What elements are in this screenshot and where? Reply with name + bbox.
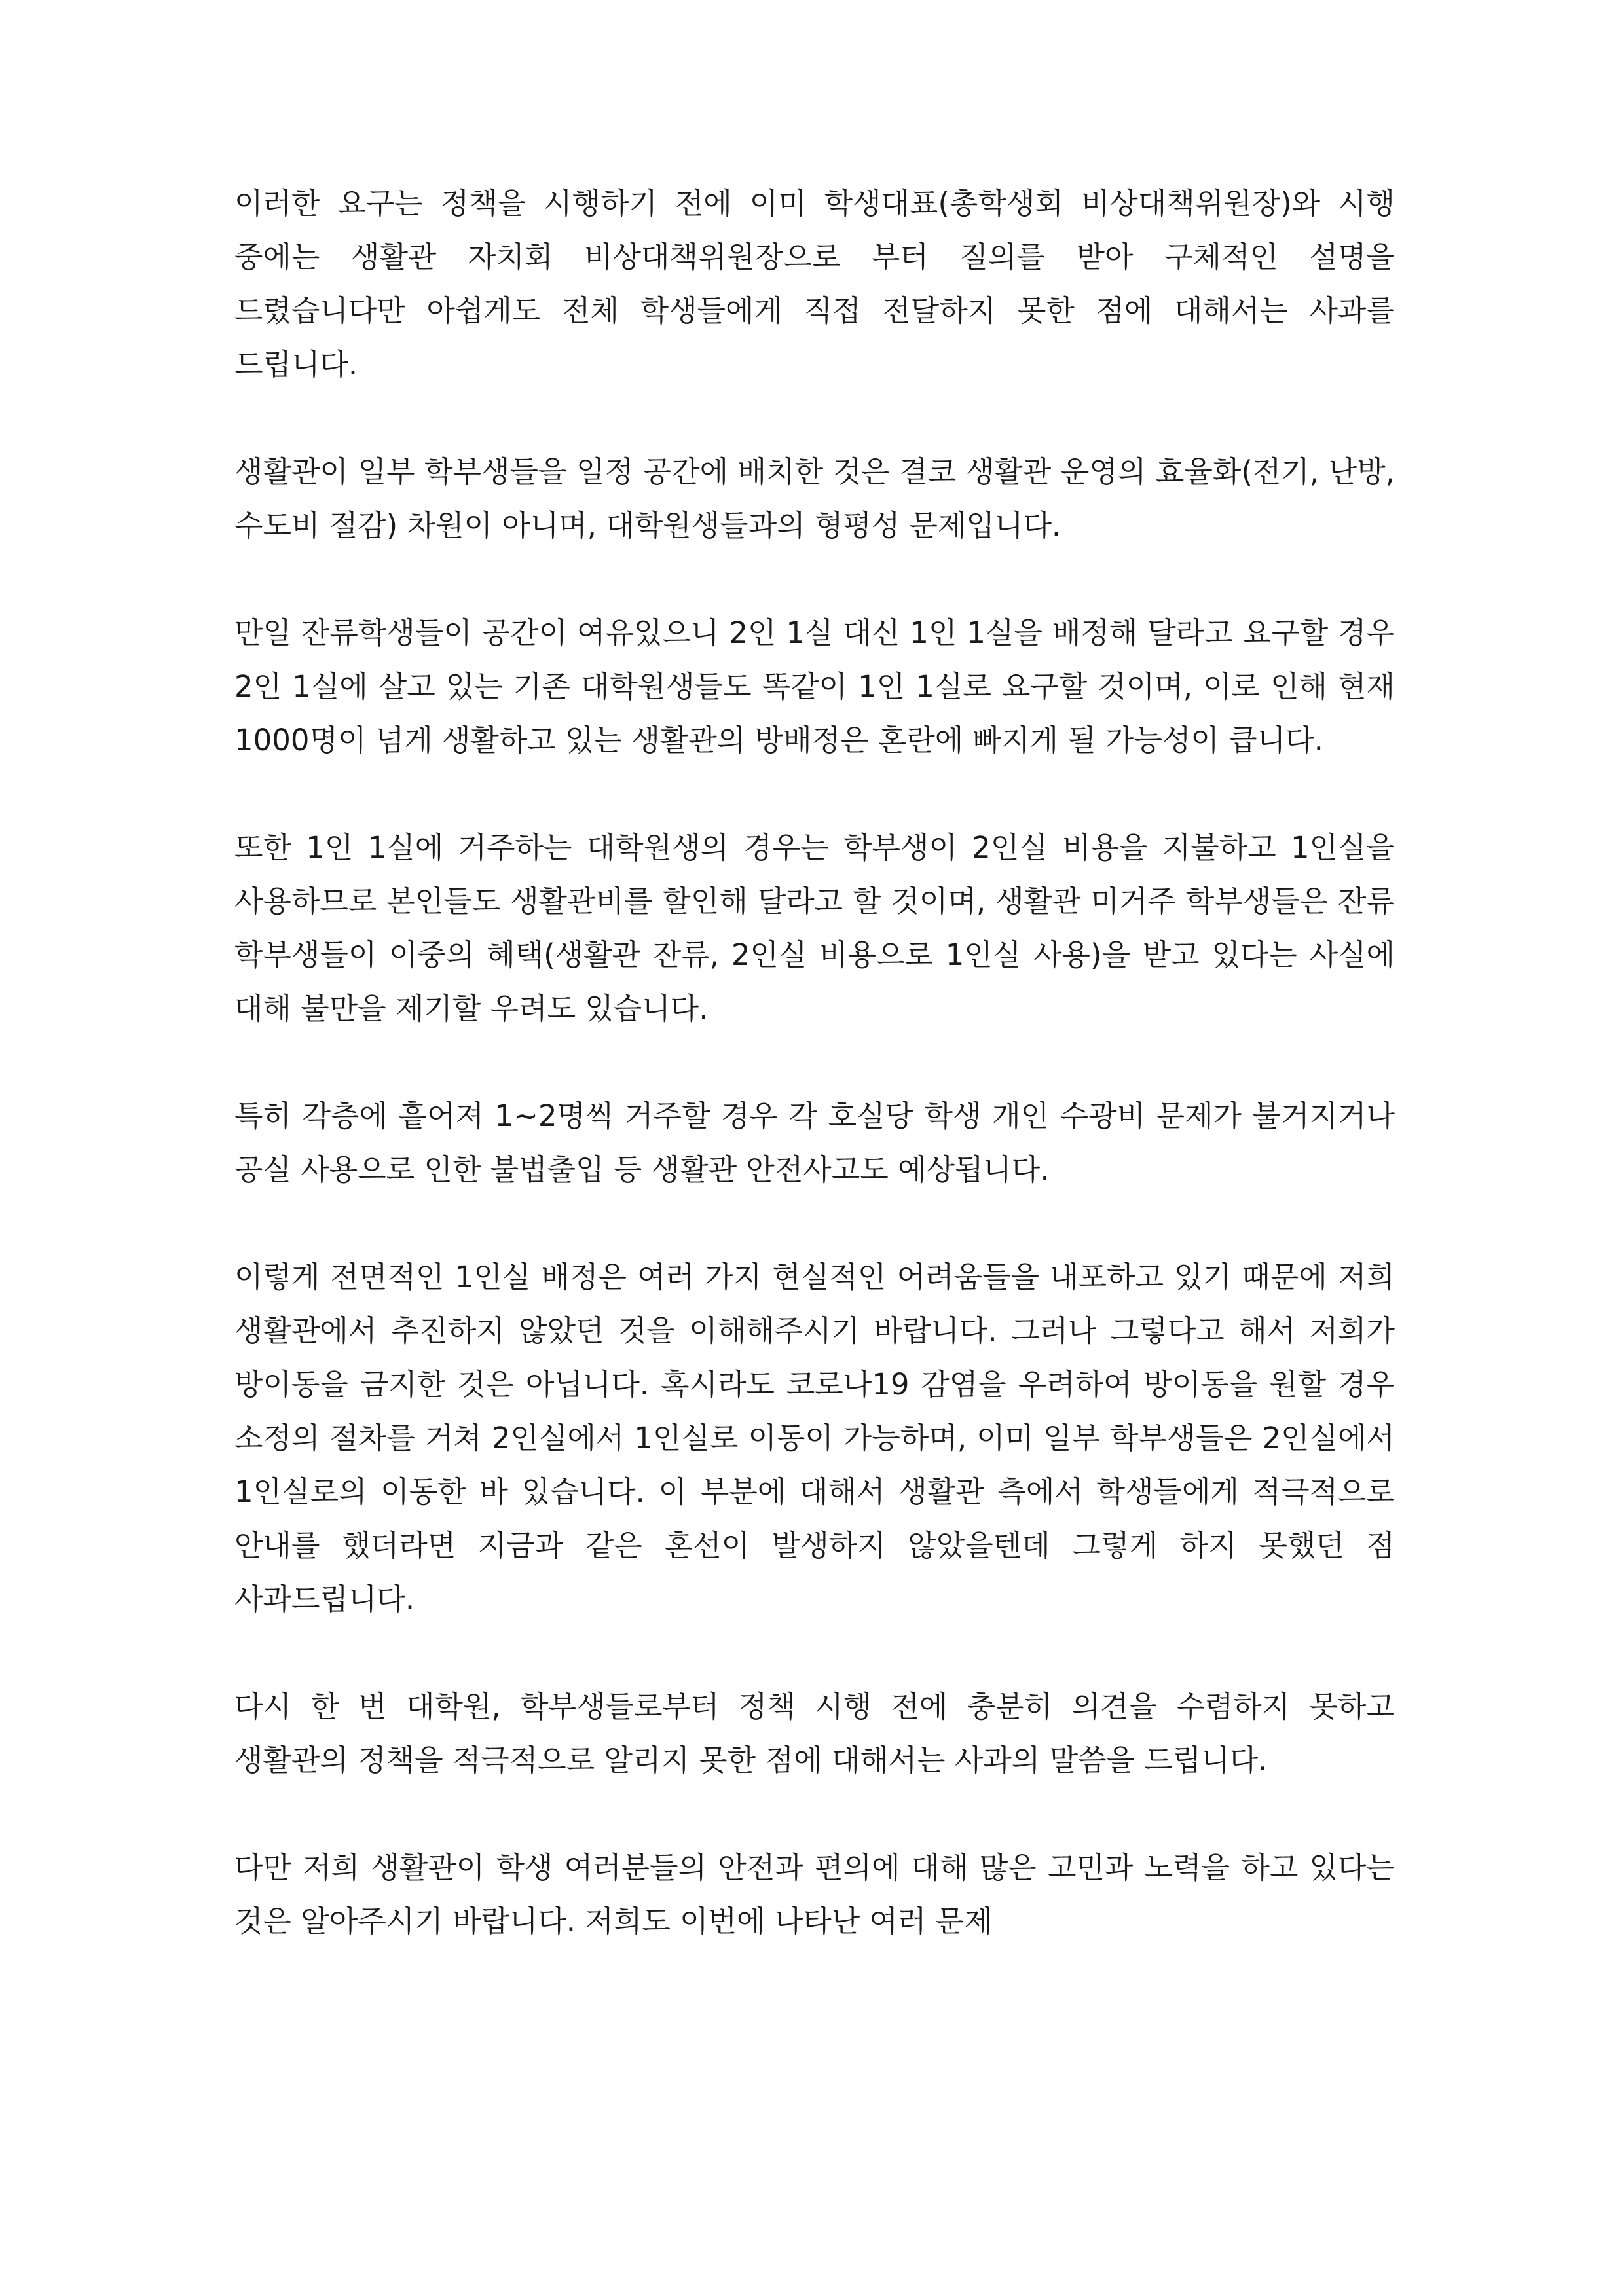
paragraph-room-transfer-policy: 이렇게 전면적인 1인실 배정은 여러 가지 현실적인 어려움들을 내포하고 있기 때문에 저희 생활관에서 추진하지 않았던 것을 이해해주시기 바랍니다. 그러나 그렇다고 해서 저희가 방이동을 금지한 것은 아닙니다. 혹시라도 코로나19 감염을 우려하여 방이동을 원할 경우 소정의 절차를 거쳐 2인실에서 1인실로 이동이 가능하며, 이미 일부 학부생들은 2인실에서 1인실로의 이동한 바 있습니다. 이 부분에 대해서 생활관 측에서 학생들에게 적극적으로 안내를 했더라면 지금과 같은 혼선이 발생하지 않았을텐데 그렇게 하지 못했던 점 사과드립니다. [234,1260,1395,1616]
paragraph-apology-policy: 다시 한 번 대학원, 학부생들로부터 정책 시행 전에 충분히 의견을 수렴하지 못하고 생활관의 정책을 적극적으로 알리지 못한 점에 대해서는 사과의 말씀을 드립니다. [234,1689,1395,1777]
paragraph-apology-communication: 이러한 요구는 정책을 시행하기 전에 이미 학생대표(총학생회 비상대책위원장)와 시행 중에는 생활관 자치회 비상대책위원장으로 부터 질의를 받아 구체적인 설명을 드렸습니다만 아쉽게도 전체 학생들에게 직접 전달하지 못한 점에 대해서는 사과를 드립니다. [234,186,1395,382]
paragraph-fairness-concerns: 또한 1인 1실에 거주하는 대학원생의 경우는 학부생이 2인실 비용을 지불하고 1인실을 사용하므로 본인들도 생활관비를 할인해 달라고 할 것이며, 생활관 미거주 학부생들은 잔류 학부생들이 이중의 혜택(생활관 잔류, 2인실 비용으로 1인실 사용)을 받고 있다는 사실에 대해 불만을 제기할 우려도 있습니다. [234,830,1395,1026]
paragraph-safety-concerns: 특히 각층에 흩어져 1~2명씩 거주할 경우 각 호실당 학생 개인 수광비 문제가 불거지거나 공실 사용으로 인한 불법출입 등 생활관 안전사고도 예상됩니다. [234,1099,1395,1187]
document-body [234,177,1395,2002]
paragraph-closing-effort: 다만 저희 생활관이 학생 여러분들의 안전과 편의에 대해 많은 고민과 노력을 하고 있다는 것은 알아주시기 바랍니다. 저희도 이번에 나타난 여러 문제 [234,1850,1395,1939]
paragraph-room-allocation-reason: 생활관이 일부 학부생들을 일정 공간에 배치한 것은 결코 생활관 운영의 효율화(전기, 난방, 수도비 절감) 차원이 아니며, 대학원생들과의 형평성 문제입니다. [234,454,1395,543]
paragraph-single-room-request-issue: 만일 잔류학생들이 공간이 여유있으니 2인 1실 대신 1인 1실을 배정해 달라고 요구할 경우 2인 1실에 살고 있는 기존 대학원생들도 똑같이 1인 1실로 요구할 것이며, 이로 인해 현재 1000명이 넘게 생활하고 있는 생활관의 방배정은 혼란에 빠지게 될 가능성이 큽니다. [234,615,1395,757]
